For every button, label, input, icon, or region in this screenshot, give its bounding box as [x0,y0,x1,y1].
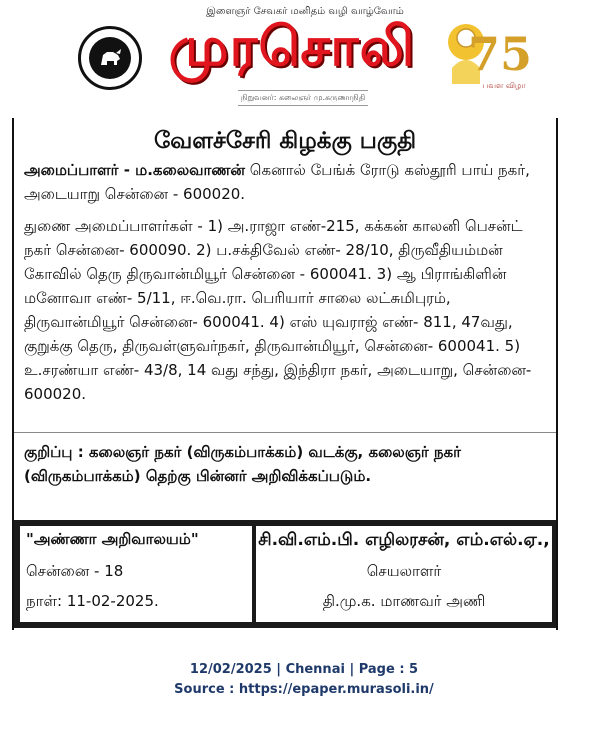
signatory-name: சி.வி.எம்.பி. எழிலரசன், எம்.எல்.ஏ., [258,530,550,550]
organiser-label: அமைப்பாளர் - ம.கலைவாணன் [24,161,245,179]
footer-meta: 12/02/2025 | Chennai | Page : 5 [189,662,419,677]
signature-address-box [20,526,252,622]
announcement-article [12,118,558,630]
note-paragraph: குறிப்பு : கலைஞர் நகர் (விருகம்பாக்கம்) வடக்கு, கலைஞர் நகர் (விருகம்பாக்கம்) தெற்கு பின்னர் அறிவிக்கப்படும். [24,443,461,485]
founder-line: நிறுவனர்: கலைஞர் மு.கருணாநிதி [238,90,368,106]
anniversary-caption: பவள விழா [482,81,526,90]
article-heading: வேளச்சேரி கிழக்கு பகுதி [153,128,417,154]
masthead-tagline: இளைஞர் சேவகர் மனிதம் வழி வாழ்வோம் [206,6,404,17]
deputies-paragraph: துணை அமைப்பாளர்கள் - 1) அ.ராஜா எண்-215, கக்கன் காலனி பெசன்ட் நகர் சென்னை- 600090. 2) ப.சக்திவேல் எண்- 28/10, திருவீதியம்மன் கோவில் தெரு திருவான்மியூர் சென்னை - 600041. 3) ஆ பிராங்கிளின் மனோவா எண்- 5/11, ஈ.வெ.ரா. பெரியார் சாலை லட்சுமிபுரம், திருவான்மியூர் சென்னை- 600041. 4) எஸ் யுவராஜ் எண்- 811, 47வது, குறுக்கு தெரு, திருவள்ளுவர்நகர், திருவான்மியூர், சென்னை- 600041. 5) உ.சரண்யா எண்- 43/8, 14 வது சந்து, இந்திரா நகர், அடையாறு, சென்னை- 600020. [24,217,532,403]
signatory-wing: தி.மு.க. மாணவர் அணி [322,592,486,610]
office-name: "அண்ணா அறிவாலயம்" [26,530,199,548]
signatory-role: செயலாளர் [366,562,442,580]
organiser-paragraph [24,158,548,208]
issue-date: நாள்: 11-02-2025. [26,592,159,610]
anniversary-number: 75 [467,27,532,81]
signature-band [14,520,556,628]
organiser-address: கெனால் பேங்க் ரோடு கஸ்தூரி பாய் நகர், அடையாறு சென்னை - 600020. [24,161,530,203]
section-divider [14,432,556,433]
party-emblem-icon [78,26,142,90]
office-city: சென்னை - 18 [26,562,124,580]
footer-source[interactable]: Source : https://epaper.murasoli.in/ [174,682,434,697]
masthead [0,0,608,112]
signatory-box [256,526,552,622]
page-footer [0,660,608,700]
brand-title: முரசொலி [168,14,416,78]
anniversary-logo-icon [436,8,532,98]
